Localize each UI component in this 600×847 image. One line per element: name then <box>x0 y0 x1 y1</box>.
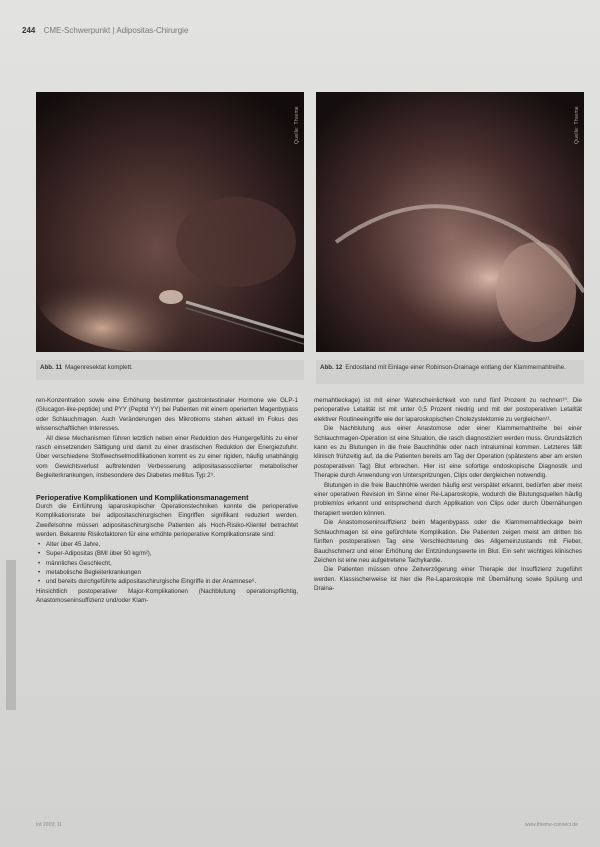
figure-12-credit: Quelle: Thieme <box>574 106 580 145</box>
paragraph: Die Patienten müssen ohne Zeitverzögerung einer Therapie der Insuffizienz zugeführt werden. Klassischerweise ist hier die Re-Laparoskopie mit Übernähung sowie Spülung und Draina- <box>314 566 582 593</box>
section-heading: Perioperative Komplikationen und Komplikationsmanagement <box>36 492 249 502</box>
figure-11-caption <box>36 360 304 380</box>
risk-factor-list <box>36 540 298 587</box>
figure-11-image <box>36 92 304 352</box>
surgical-photo-resection <box>36 92 304 352</box>
running-header <box>22 26 188 35</box>
list-item: • Super-Adipositas (BMI über 50 kg/m²), <box>46 549 298 558</box>
list-item: • und bereits durchgeführte adipositaschirurgische Eingriffe in der Anamnese⁶. <box>46 577 298 586</box>
page-edge-strip <box>6 560 16 710</box>
footer-right: www.thieme-connect.de <box>524 822 578 828</box>
paragraph: Blutungen in die freie Bauchhöhle werden häufig erst verspätet erkannt, bedürfen aber meist einer operativen Revision im Sinne einer Re-Laparoskopie, wodurch die Blutungsquellen häufig problemlos erkannt und entsprechend durch Applikation von Clips oder durch Übernähungen therapiert werden können. <box>314 481 582 517</box>
caption-text: Endostland mit Einlage einer Robinson-Drainage entlang der Klammernahtreihe. <box>345 364 566 371</box>
paragraph: All diese Mechanismen führen letztlich neben einer Reduktion des Hungergefühls zu einer rasch einsetzenden Sättigung und damit zu einer drastischen Reduktion der Energiezufuhr. Über verschiedene Stoffwechselmodifikationen kommt es zu einer rigiden, häufig unabhängig vom Gewichtsverlust auftretenden Verbesserung adipositasassoziierter metabolischer Begleiterkrankungen, insbesondere des Diabetes mellitus Typ 2⁹. <box>36 434 298 480</box>
paragraph: ren-Konzentration sowie eine Erhöhung bestimmter gastrointestinaler Hormone wie GLP-1 (Glucagon-like-peptide) und PYY (Peptid YY) bei Patienten mit einem operierten Magenbypass oder Schlauchmagen. Auch Veränderungen des Mikrobioms stehen aktuell im Fokus des wissenschaftlichen Interesses. <box>36 397 298 433</box>
footer-left: Int 2019; 11 <box>36 822 63 828</box>
figure-12-image <box>316 92 584 352</box>
caption-label: Abb. 11 <box>40 364 63 371</box>
paragraph: Die Anastomoseninsuffizienz beim Magenbypass oder die Klammernahtleckage beim Schlauchmagen ist eine gefürchtete Komplikation. Die Patienten zeigen meist am dritten bis fünften postoperativen Tag eine Verschlechterung des Allgemeinzustands mit Fieber, Bauchschmerz und einer Erhöhung der Entzündungswerte im Blut. Ein sehr wichtiges klinisches Zeichen ist eine neu aufgetretene Tachykardie. <box>314 519 582 564</box>
list-item: • männliches Geschlecht, <box>46 559 298 568</box>
paragraph: Hinsichtlich postoperativer Major-Komplikationen (Nachblutung operationspflichtig, Anastomoseninsuffizienz und/oder Klam- <box>36 587 298 605</box>
caption-text: Magenresektat komplett. <box>65 364 133 371</box>
paragraph: Die Nachblutung aus einer Anastomose oder einer Klammernahtreihe bei einer Schlauchmagen-Operation ist eine Situation, die rasch diagnostiziert werden muss. Grundsätzlich kann es zu Blutungen in die freie Bauchhöhle oder nach intraluminal kommen. Letzteres fällt klinisch frühzeitig auf, da die Patienten bereits am Tag der Operation (spätestens aber am ersten postoperativen Tag) Blut erbrechen. Hier ist eine sofortige endoskopische Diagnostik und Therapie durch Anwendung von Unterspritzungen, Clips oder dergleichen notwendig. <box>314 425 582 480</box>
left-column <box>36 396 298 606</box>
figure-12-caption <box>316 360 584 384</box>
section-title: CME-Schwerpunkt | Adipositas-Chirurgie <box>43 26 189 35</box>
paragraph: Durch die Einführung laparoskopischer Operationstechniken konnte die perioperative Komplikationsrate bei adipositaschirurgischen Eingriffen signifikant reduziert werden. Zweifelsohne müssen adipositaschirurgische Patienten als Hoch-Risiko-Klientel betrachtet werden. Bekannte Risikofaktoren für eine erhöhte perioperative Komplikationsrate sind: <box>36 503 298 539</box>
figure-11-credit: Quelle: Thieme <box>294 106 300 145</box>
list-item: • Alter über 45 Jahre, <box>46 540 298 549</box>
list-item: • metabolische Begleiterkrankungen <box>46 568 298 577</box>
right-column <box>314 396 582 594</box>
caption-label: Abb. 12 <box>320 364 343 371</box>
paragraph: mernahtleckage) ist mit einer Wahrscheinlichkeit von rund fünf Prozent zu rechnen¹⁰. Die perioperative Letalität ist mit unter 0,5 Prozent niedrig und mit der postoperativen Letalität elektiver Routineeingriffe wie der laparoskopischen Cholezystektomie zu vergleichen¹¹. <box>314 397 582 423</box>
page-number: 244 <box>22 26 36 35</box>
surgical-photo-drainage <box>316 92 584 352</box>
